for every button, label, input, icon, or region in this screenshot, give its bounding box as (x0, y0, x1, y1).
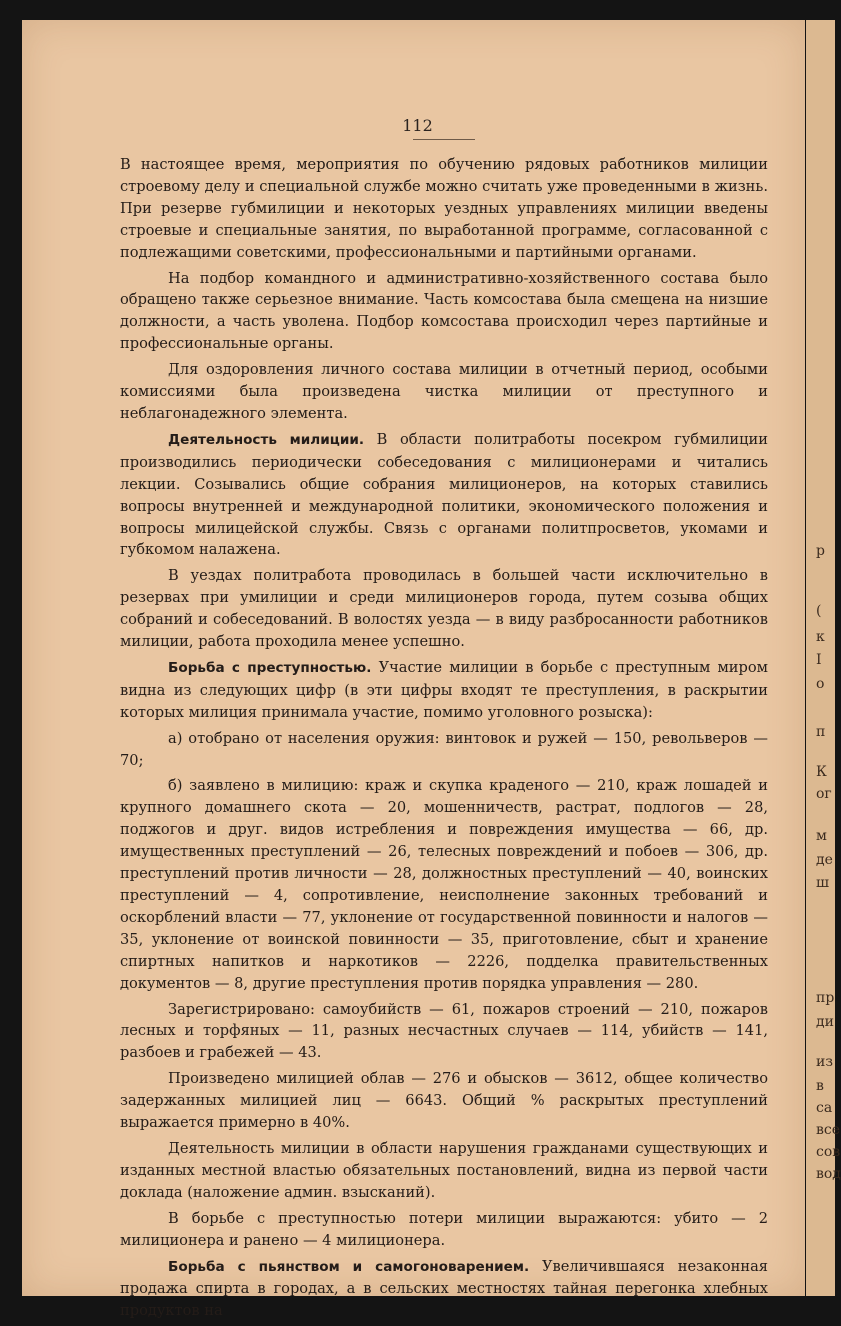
next-page-fragment: м (816, 828, 827, 844)
paragraph (120, 1256, 768, 1323)
next-page-fragment: вод (816, 1166, 841, 1182)
paragraph (120, 1068, 768, 1134)
paragraph (120, 1208, 768, 1252)
next-page-fragment: де (816, 852, 833, 868)
section-heading: Борьба с пьянством и самогоноварением. (168, 1258, 530, 1275)
next-page-fragment: в (816, 1078, 824, 1094)
next-page-fragment: К (816, 764, 827, 780)
paragraph-text: Увеличившаяся незаконная продажа спирта в городах, а в сельских местностях тайная перегонка хлебных продуктов на (120, 1257, 769, 1320)
paragraph (120, 657, 768, 724)
section-heading: Борьба с преступностью. (168, 659, 372, 676)
paragraph (120, 268, 768, 356)
next-page-fragment: ( (816, 603, 822, 619)
body-text (120, 154, 768, 1326)
paragraph (120, 775, 768, 994)
paragraph-text: На подбор командного и административно-хозяйственного состава было обращено также серьезное внимание. Часть комсостава была смещена на низшие должности, а часть уволена. Подбор комсостава происходил через партийные и профессиональные органы. (120, 269, 768, 353)
paragraph-text: В уездах политработа проводилась в большей части исключительно в резервах при умилиции и среди милиционеров города, путем созыва общих собраний и собеседований. В волостях уезда — в виду разбросанности работников милиции, работа проходила менее успешно. (120, 567, 768, 651)
paragraph (120, 429, 768, 561)
paragraph-text: В области политработы посекром губмилиции производились периодически собеседования с милиционерами и читались лекции. Созывались общие собрания милиционеров, на которых ставились вопросы внутренней и международной политики, экономического положения и вопросы милицейской службы. Связь с органами политпросветов, укомами и губкомом налажена. (120, 430, 769, 559)
next-page-fragment: ди (816, 1014, 834, 1030)
paragraph-text: а) отобрано от населения оружия: винтовок и ружей — 150, револьверов — 70; (120, 729, 768, 769)
next-page-fragment: сов (816, 1144, 841, 1160)
next-page-fragment: из (816, 1054, 833, 1070)
paragraph-text: Для оздоровления личного состава милиции в отчетный период, особыми комиссиями была произведена чистка милиции от преступного и неблагонадежного элемента. (120, 361, 768, 422)
paragraph (120, 1138, 768, 1204)
paragraph (120, 728, 768, 772)
paragraph-text: б) заявлено в милицию: краж и скупка краденого — 210, краж лошадей и крупного домашнего скота — 20, мошенничеств, растрат, подлогов — 28, поджогов и друг. видов истребления и повреждения имущества — 66, др. имущественных преступлений — 26, телесных повреждений и побоев — 306, др. преступлений против личности — 28, должностных преступлений — 40, воинских преступлений — 4, сопротивление, неисполнение законных требований и оскорблений власти — 77, уклонение от государственной повинности и налогов — 35, уклонение от воинской повинности — 35, приготовление, сбыт и хранение спиртных напитков и наркотиков — 2226, подделка правительственных документов — 8, другие преступления против порядка управления — 280. (120, 777, 768, 992)
next-page-fragment: І (816, 652, 822, 668)
next-page-fragment: ог (816, 786, 832, 802)
next-page-fragment: р (816, 543, 825, 559)
section-heading: Деятельность милиции. (168, 431, 365, 448)
next-page-fragment: пр (816, 990, 835, 1006)
paragraph-text: Произведено милицией облав — 276 и обысков — 3612, общее количество задержанных милицией лиц — 6643. Общий % раскрытых преступлений выражается примерно в 40%. (120, 1070, 768, 1132)
paragraph-text: Зарегистрировано: самоубийств — 61, пожаров строений — 210, пожаров лесных и торфяных — 11, разных несчастных случаев — 114, убийств — 141, разбоев и грабежей — 43. (120, 1000, 768, 1062)
next-page-fragment: ш (816, 875, 830, 891)
paragraph-text: Деятельность милиции в области нарушения гражданами существующих и изданных местной властью обязательных постановлений, видна из первой части доклада (наложение админ. взысканий). (120, 1139, 768, 1201)
adjacent-page-edge (806, 20, 841, 1296)
next-page-fragment: о (816, 676, 825, 692)
paragraph (120, 359, 768, 425)
paragraph-text: Участие милиции в борьбе с преступным миром видна из следующих цифр (в эти цифры входят те преступления, в раскрытии которых милиция принимала участие, помимо уголовного розыска): (120, 658, 769, 721)
page-number-underline (413, 139, 475, 140)
page-number: 112 (402, 116, 433, 135)
paragraph (120, 999, 768, 1065)
paragraph-text: В борьбе с преступностью потери милиции выражаются: убито — 2 милиционера и ранено — 4 милиционера. (120, 1209, 768, 1249)
next-page-fragment: все (816, 1122, 841, 1138)
next-page-fragment: са (816, 1100, 833, 1116)
paragraph (120, 154, 768, 264)
paragraph (120, 565, 768, 653)
next-page-fragment: к (816, 629, 825, 645)
paragraph-text: В настоящее время, мероприятия по обучению рядовых работников милиции строевому делу и специальной службе можно считать уже проведенными в жизнь. При резерве губмилиции и некоторых уездных управлениях милиции введены строевые и специальные занятия, по выработанной программе, согласованной с подлежащими советскими, профессиональными и партийными органами. (120, 156, 768, 261)
next-page-fragment: п (816, 724, 826, 740)
